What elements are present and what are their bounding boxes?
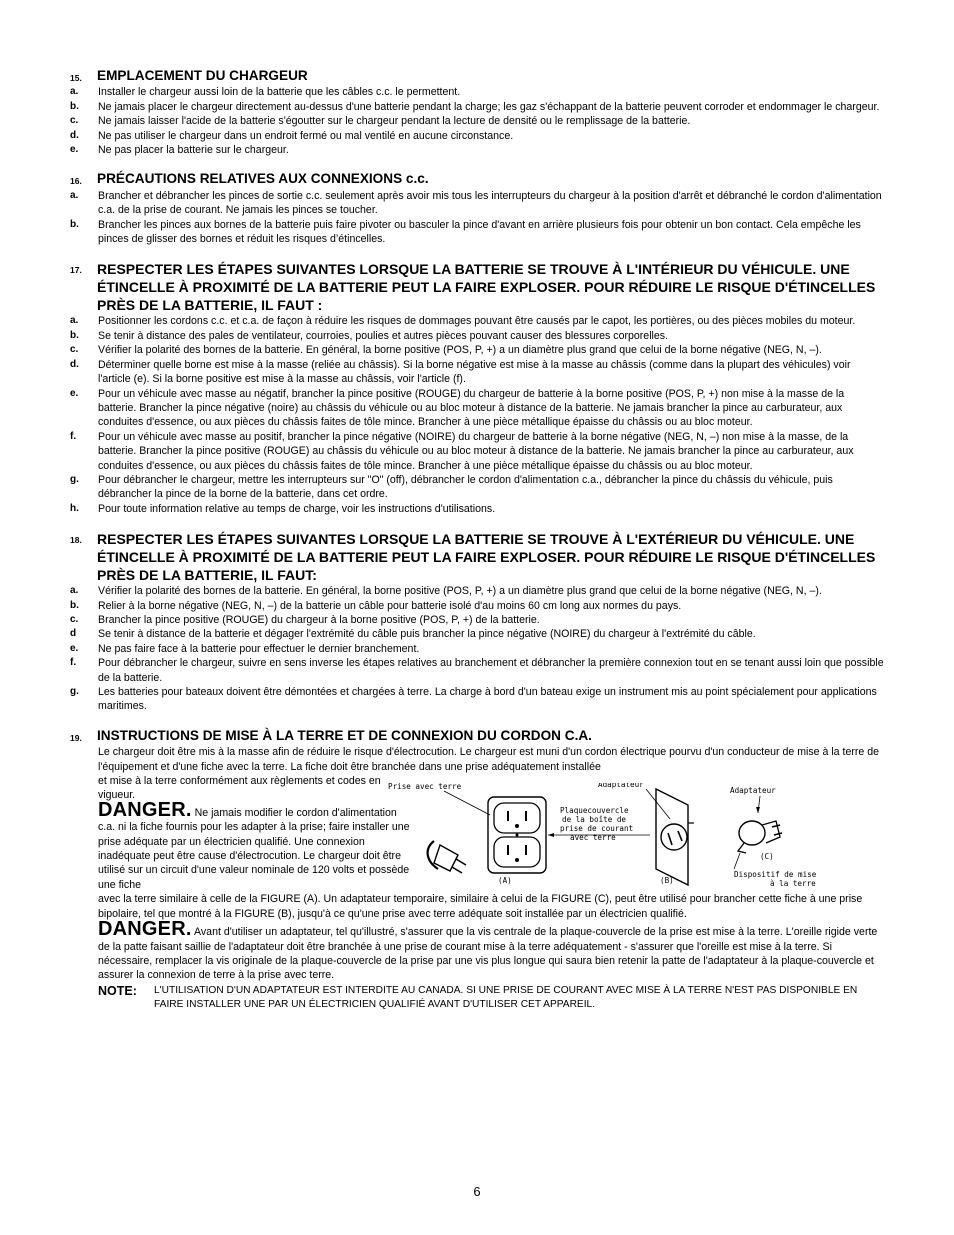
note (98, 984, 885, 1013)
item-text: Pour un véhicule avec masse au positif, brancher la pince négative (NOIRE) du chargeur de batterie à la borne négative (NEG, N, –) non mise à la masse, de la batterie. Brancher la pince positive (ROUGE) au châssis du véhicule ou au bloc moteur à distance de la batterie. Ne jamais brancher la pince au carburateur, aux conduites d'essence, ou aux pièces du châssis faites de tôle mince. Brancher à une pièce métallique épaisse du châssis ou au bloc moteur. (98, 430, 854, 472)
item-text: Ne pas placer la batterie sur le chargeur. (98, 144, 289, 157)
section-header (70, 260, 885, 314)
item-label: e. (70, 144, 79, 156)
list-item (70, 143, 885, 157)
item-label: c. (70, 613, 79, 625)
item-label: d. (70, 129, 79, 141)
item-text: Vérifier la polarité des bornes de la batterie. En général, la borne positive (POS, P, +) a un diamètre plus grand que celui de la borne négative (NEG, N, –). (98, 344, 822, 357)
page-content (70, 68, 885, 1013)
danger-word: DANGER. (98, 798, 192, 821)
section-15 (70, 68, 885, 157)
grounding-intro: Le chargeur doit être mis à la masse afin de réduire le risque d'électrocution. Le chargeur est muni d'un cordon électrique pourvu d'un conducteur de mise à la terre de l'équipement et d'une fiche avec la terre. La fiche doit être branchée dans une prise adéquatement installée (98, 746, 880, 773)
item-label: g. (70, 473, 79, 485)
label-cover-plate-4: avec terre (570, 833, 616, 843)
item-label: d (70, 628, 77, 640)
ground-tab (738, 843, 746, 853)
section-number: 19. (70, 732, 82, 743)
item-label: d. (70, 358, 79, 370)
item-label: a. (70, 86, 79, 98)
figure-c-label: (C) (760, 852, 774, 862)
list-item (70, 329, 885, 343)
label-cover-plate-2: de la boîte de (562, 815, 627, 825)
section-19 (70, 728, 885, 1013)
list-item (70, 358, 885, 387)
label-cover-plate-3: prise de courant (560, 824, 634, 834)
list-item (70, 613, 885, 627)
item-label: b. (70, 329, 79, 341)
grounded-plug-icon (434, 845, 458, 871)
figure-a-label: (A) (498, 876, 512, 886)
item-text: Ne pas utiliser le chargeur dans un endroit fermé ou mal ventilé en aucune circonstance. (98, 129, 514, 142)
plug-outlet-figure (388, 783, 858, 893)
danger-word: DANGER. (98, 918, 192, 941)
item-list (70, 584, 885, 714)
item-label: a. (70, 585, 79, 597)
section-title: PRÉCAUTIONS RELATIVES AUX CONNEXIONS c.c. (97, 171, 429, 187)
section-title: RESPECTER LES ÉTAPES SUIVANTES LORSQUE LA BATTERIE SE TROUVE À L'EXTÉRIEUR DU VÉHICULE. UNE ÉTINCELLE À PROXIMITÉ DE LA BATTERIE PEUT LA FAIRE EXPLOSER. POUR RÉDUIRE LE RISQUE D'ÉTINCELLES PRÈS DE LA BATTERIE, IL FAUT: (97, 531, 876, 584)
item-text: Brancher les pinces aux bornes de la batterie puis faire pivoter ou basculer la pince d'avant en arrière plusieurs fois pour obtenir un bon contact. Cela empêche les pinces de glisser des bornes et réduit les risques d’étincelles. (98, 218, 861, 246)
note-label: NOTE: (98, 983, 137, 998)
item-list (70, 314, 885, 516)
figure-b-label: (B) (660, 876, 674, 886)
section-number: 16. (70, 176, 82, 187)
section-18 (70, 530, 885, 714)
section-title: RESPECTER LES ÉTAPES SUIVANTES LORSQUE LA BATTERIE SE TROUVE À L'INTÉRIEUR DU VÉHICULE. UNE ÉTINCELLE À PROXIMITÉ DE LA BATTERIE PEUT LA FAIRE EXPLOSER. POUR RÉDUIRE LE RISQUE D'ÉTINCELLES PRÈS DE LA BATTERIE, IL FAUT : (97, 261, 876, 314)
item-label: f. (70, 430, 77, 442)
item-text: Les batteries pour bateaux doivent être démontées et chargées à terre. La charge à bord d'un bateau exige un instrument mis au point spécialement pour applications maritimes. (98, 686, 877, 713)
sections-container (70, 68, 885, 714)
page-number: 6 (473, 1184, 481, 1199)
list-item (70, 599, 885, 613)
item-text: Déterminer quelle borne est mise à la masse (reliée au châssis). Si la borne négative est mise à la masse au châssis (comme dans la plupart des véhicules) voir l'article (e). Si la borne positive est mise à la masse au châssis, voir l'article (f). (98, 358, 851, 386)
label-grounded-outlet: Prise avec terre (388, 783, 462, 792)
list-item (70, 627, 885, 641)
section-19-body (70, 745, 885, 1012)
section-header (70, 68, 885, 85)
item-text: Relier à la borne négative (NEG, N, –) de la batterie un câble pour batterie isolé d'au moins 60 cm long aux normes du pays. (98, 599, 682, 612)
adapter-c-icon (739, 821, 765, 845)
danger-2 (98, 918, 885, 983)
item-label: a. (70, 189, 79, 201)
label-adapter-c: Adaptateur (730, 786, 776, 796)
item-text: Ne pas faire face à la batterie pour effectuer le dernier branchement. (98, 642, 420, 655)
list-item (70, 218, 885, 247)
section-title: INSTRUCTIONS DE MISE À LA TERRE ET DE CONNEXION DU CORDON C.A. (97, 727, 592, 743)
list-item (70, 343, 885, 357)
item-label: a. (70, 315, 79, 327)
section-19-header (70, 728, 885, 745)
item-text: Pour toute information relative au temps de charge, voir les instructions d'utilisations. (98, 502, 496, 515)
item-label: g. (70, 686, 79, 697)
item-text: Se tenir à distance des pales de ventilateur, courroies, poulies et autres pièces pouvant causer des blessures corporelles. (98, 329, 669, 342)
item-text: Positionner les cordons c.c. et c.a. de façon à réduire les risques de dommages pouvant être causés par le capot, les portières, ou des pièces mobiles du moteur. (98, 315, 856, 328)
item-text: Pour débrancher le chargeur, suivre en sens inverse les étapes relatives au branchement et débrancher la première connexion tout en se tenant aussi loin que possible de la batterie. (98, 657, 884, 684)
danger-1-text: Ne jamais modifier le cordon d'alimentation c.a. ni la fiche fournis pour les adapter à la prise; faire installer une prise adéquate par un électricien qualifié. Une connexion inadéquate peut être cause d'électrocution. Le chargeur doit être utilisé sur un circuit d'une valeur nominale de 120 volts et possède une fiche (98, 806, 410, 891)
item-text: Pour un véhicule avec masse au négatif, brancher la pince positive (ROUGE) du chargeur de batterie à la borne positive (POS, P, +) non mise à la masse de la batterie. Brancher la pince négative (noire) au châssis du véhicule ou au bloc moteur à distance de la batterie. Ne jamais brancher la pince au carburateur, aux conduites d'essence, ou aux pièces du châssis faites de tôle mince. Brancher à une pièce métallique épaisse du châssis ou au bloc moteur. (98, 387, 845, 429)
item-label: c. (70, 115, 79, 127)
item-label: b. (70, 599, 79, 611)
item-text: Ne jamais laisser l'acide de la batterie s'égoutter sur le chargeur pendant la lecture de densité ou le remplissage de la batterie. (98, 115, 691, 128)
list-item (70, 100, 885, 114)
item-text: Vérifier la polarité des bornes de la batterie. En général, la borne positive (POS, P, +) a un diamètre plus grand que celui de la borne négative (NEG, N, –). (98, 585, 822, 598)
item-text: Brancher la pince positive (ROUGE) du chargeur à la borne positive (POS, P, +) de la batterie. (98, 613, 540, 626)
item-text: Ne jamais placer le chargeur directement au-dessus d'une batterie pendant la charge; les gaz s'échappant de la batterie peuvent corroder et endommager le chargeur. (98, 100, 880, 113)
list-item (70, 685, 885, 714)
list-item (70, 314, 885, 328)
item-label: b. (70, 100, 79, 112)
list-item (70, 189, 885, 218)
grounding-intro-wrap: et mise à la terre conformément aux règlements et codes en vigueur. (98, 775, 381, 802)
section-number: 18. (70, 535, 82, 546)
item-text: Brancher et débrancher les pinces de sortie c.c. seulement après avoir mis tous les interrupteurs du chargeur à la position d'arrêt et débranché le cordon d'alimentation c.a. de la prise de courant. Ne jamais les pinces se toucher. (98, 189, 882, 217)
danger-1-continued: avec la terre similaire à celle de la FIGURE (A). Un adaptateur temporaire, similaire à celui de la FIGURE (C), peut être utilisé pour brancher cette fiche à une prise bipolaire, tel que montré à la FIGURE (B), jusqu'à ce qu'une prise avec terre adéquate soit installée par un électricien qualifié. (98, 893, 863, 920)
item-text: Pour débrancher le chargeur, mettre les interrupteurs sur "O" (off), débrancher le cordon d'alimentation c.a., débrancher la pince du châssis du véhicule, puis débrancher la pince de la borne de la batterie, dans cet ordre. (98, 473, 833, 501)
list-item (70, 642, 885, 656)
label-ground-device-2: à la terre (770, 879, 816, 889)
list-item (70, 473, 885, 502)
danger-1-wrap (98, 798, 413, 892)
note-text: L'UTILISATION D'UN ADAPTATEUR EST INTERDITE AU CANADA. SI UNE PRISE DE COURANT AVEC MISE À LA TERRE N'EST PAS DISPONIBLE EN FAIRE INSTALLER UNE PAR UN ÉLECTRICIEN QUALIFIÉ AVANT D'UTILISER CET APPAREIL. (154, 984, 858, 1011)
item-label: e. (70, 642, 79, 654)
label-adapter-b: Adaptateur (598, 783, 644, 790)
section-17 (70, 260, 885, 516)
item-text: Se tenir à distance de la batterie et dégager l'extrémité du câble puis brancher la pince négative (NOIRE) du chargeur à l'extrémité du câble. (98, 628, 756, 641)
section-number: 15. (70, 73, 82, 83)
list-item (70, 430, 885, 473)
list-item (70, 502, 885, 516)
list-item (70, 85, 885, 99)
danger-2-text: Avant d'utiliser un adaptateur, tel qu'illustré, s'assurer que la vis centrale de la plaque-couvercle de la prise est mise à la terre. L'oreille rigide verte de la patte faisant saillie de l'adaptateur doit être branchée à une prise de courant mise à la terre adéquatement - s'assurer que l'oreille est mise à la terre. Si nécessaire, remplacer la vis originale de la plaque-couvercle de la prise par une vis plus longue qui saura bien retenir la patte de l'adaptateur à la plaque-couvercle et assurer la connexion de terre à la prise avec terre. (98, 926, 878, 982)
item-label: e. (70, 387, 79, 399)
adapter-b-icon (661, 824, 687, 850)
list-item (70, 584, 885, 598)
label-ground-device-1: Dispositif de mise (734, 870, 817, 880)
list-item (70, 114, 885, 128)
item-label: b. (70, 218, 79, 230)
item-list (70, 85, 885, 157)
list-item (70, 656, 885, 685)
item-text: Installer le chargeur aussi loin de la batterie que les câbles c.c. le permettent. (98, 86, 461, 99)
item-label: c. (70, 344, 79, 356)
label-cover-plate-1: Plaquecouvercle (560, 806, 629, 816)
section-16 (70, 171, 885, 246)
section-number: 17. (70, 265, 82, 276)
section-header (70, 530, 885, 584)
item-label: f. (70, 657, 77, 669)
outlet-receptacle-top (494, 803, 540, 833)
outlet-receptacle-bottom (494, 837, 540, 867)
item-label: h. (70, 502, 79, 514)
section-title: EMPLACEMENT DU CHARGEUR (97, 68, 308, 83)
section-header (70, 171, 885, 188)
list-item (70, 387, 885, 430)
leader-line (444, 791, 490, 815)
list-item (70, 129, 885, 143)
item-list (70, 189, 885, 247)
